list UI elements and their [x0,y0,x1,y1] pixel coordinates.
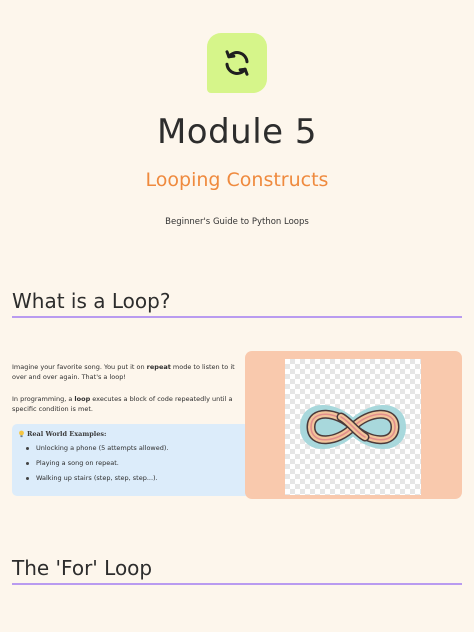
transparency-checkerboard [285,359,421,495]
examples-heading [18,430,106,438]
examples-list [26,442,168,487]
list-item: Walking up stairs (step, step, step...). [26,472,168,487]
definition-paragraph [12,394,237,414]
infinity-loop-illustration [285,359,421,495]
intro-text-start: Imagine your favorite song. You put it on [12,363,147,371]
module-title: Module 5 [156,112,318,152]
section-heading-for-loop: The 'For' Loop [12,556,153,580]
definition-bold-loop: loop [74,395,91,403]
lightbulb-icon [18,430,25,438]
intro-text-end: mode to listen to it over and over again. That's a loop! [12,363,235,381]
loop-illustration-card [245,351,462,499]
intro-bold-repeat: repeat [146,363,171,371]
real-world-examples-box [12,424,257,496]
definition-text-end: executes a block of code repeatedly until a specific condition is met. [12,395,233,413]
module-logo-tile [207,33,267,93]
intro-paragraph [12,362,237,382]
definition-text-start: In programming, a [12,395,75,403]
section-heading-what-is-loop: What is a Loop? [12,289,171,313]
module-subtitle: Looping Constructs [145,169,329,191]
refresh-loop-icon [222,48,252,78]
list-item: Playing a song on repeat. [26,457,168,472]
list-item: Unlocking a phone (5 attempts allowed). [26,442,168,457]
module-tagline: Beginner's Guide to Python Loops [165,217,309,227]
examples-heading-text: Real World Examples: [27,430,107,438]
section-divider [12,316,462,318]
section-divider [12,583,462,585]
